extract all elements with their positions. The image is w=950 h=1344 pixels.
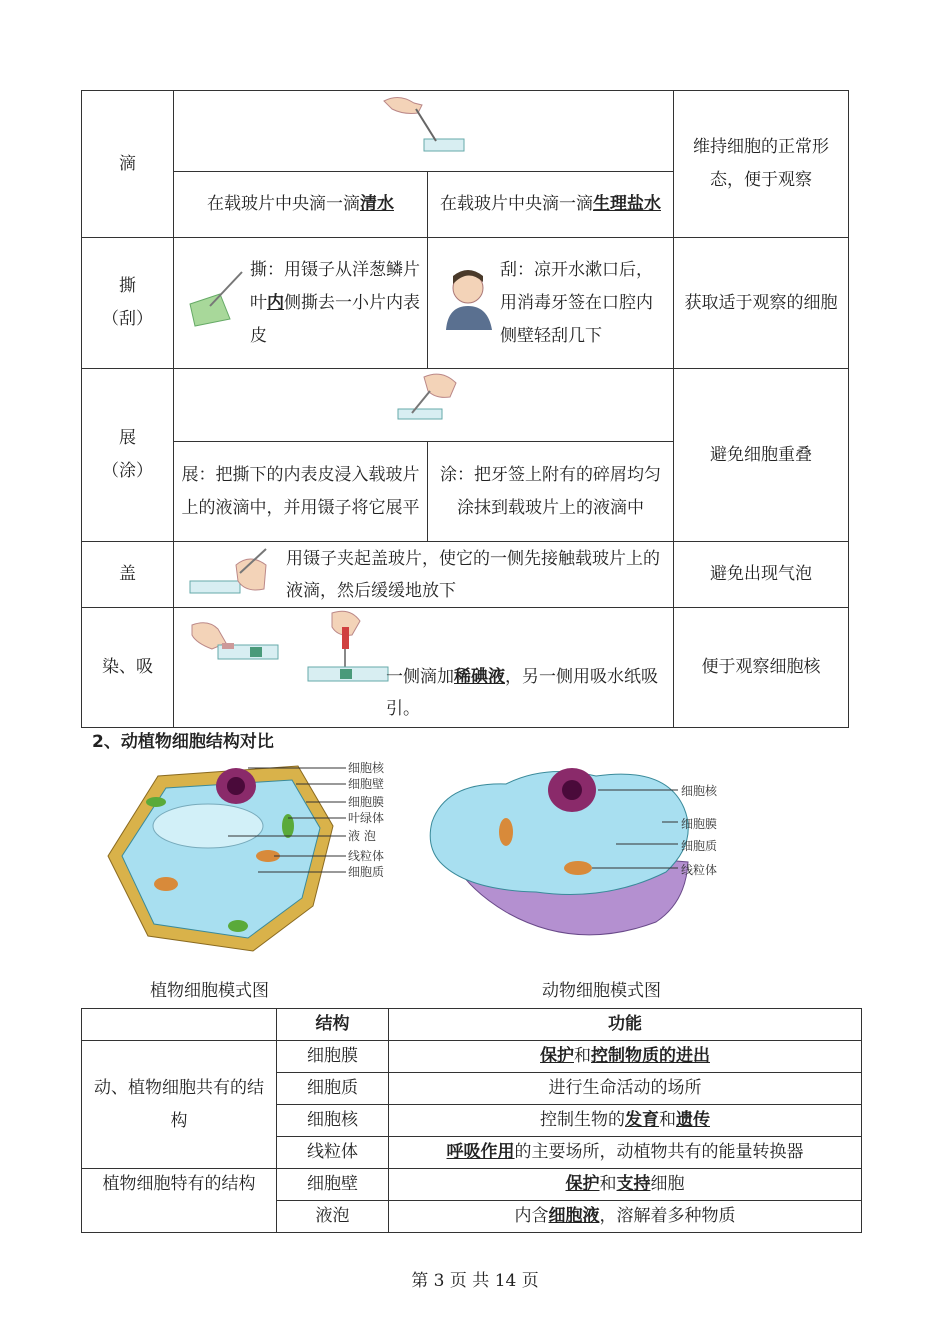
rinse-mouth-icon — [434, 262, 500, 332]
stain-text — [386, 661, 668, 725]
function-text: 进行生命活动的场所 — [548, 1078, 702, 1098]
animal-label-nucleus: 细胞核 — [681, 784, 718, 798]
smear-cheek: 涂：把牙签上附有的碎屑均匀涂抹到载玻片上的液滴中 — [428, 442, 674, 542]
function-keyword: 呼吸作用 — [446, 1142, 515, 1162]
structure-cell: 细胞膜 — [277, 1041, 389, 1073]
tear-onion — [174, 238, 428, 369]
function-keyword: 保护 — [540, 1046, 574, 1066]
function-cell — [389, 1201, 862, 1233]
structure-function-table — [81, 1008, 862, 1233]
function-text: 的主要场所，动植物共有的能量转换器 — [514, 1142, 804, 1162]
header-empty — [82, 1009, 277, 1041]
tear-onion-text2: 侧撕去一小片内表皮 — [250, 292, 420, 346]
toothpick-hand-icon — [384, 369, 464, 429]
scrape-cheek-text: 刮：凉开水漱口后，用消毒牙签在口腔内侧壁轻刮几下 — [500, 259, 653, 346]
plant-label-membrane: 细胞膜 — [348, 795, 385, 809]
tear-onion-key: 内 — [267, 292, 284, 313]
plant-label-mitochondria: 线粒体 — [348, 849, 385, 863]
drop-cheek-key: 生理盐水 — [593, 194, 661, 214]
structure-cell: 液泡 — [277, 1201, 389, 1233]
cover-cell — [174, 542, 674, 608]
purpose-stain: 便于观察细胞核 — [674, 608, 849, 728]
purpose-spread: 避免细胞重叠 — [674, 369, 849, 542]
scrape-cheek — [428, 238, 674, 369]
function-text: 控制生物的 — [540, 1110, 625, 1130]
drop-illustration — [174, 91, 674, 172]
plant-cell-diagram — [88, 756, 398, 966]
drop-onion — [174, 172, 428, 238]
plant-label-wall: 细胞壁 — [348, 777, 385, 791]
forceps-peel-icon — [180, 264, 250, 334]
blotting-paper-icon — [188, 617, 288, 677]
dropper-hand-icon — [374, 91, 474, 159]
drop-onion-key: 清水 — [360, 194, 394, 214]
function-keyword: 发育 — [625, 1110, 659, 1130]
animal-label-membrane: 细胞膜 — [681, 817, 718, 831]
function-text: 细胞 — [650, 1174, 685, 1194]
structure-cell: 线粒体 — [277, 1137, 389, 1169]
header-structure: 结构 — [277, 1009, 389, 1041]
purpose-cover: 避免出现气泡 — [674, 542, 849, 608]
coverslip-hand-icon — [180, 545, 280, 605]
step-tear — [82, 238, 174, 369]
function-cell — [389, 1137, 862, 1169]
stain-cell — [174, 608, 674, 728]
structure-cell: 细胞壁 — [277, 1169, 389, 1201]
stain-text2: ，另一侧用吸水纸吸引。 — [386, 666, 658, 719]
step-spread-alt: （涂） — [102, 461, 153, 481]
function-cell — [389, 1073, 862, 1105]
plant-label-nucleus: 细胞核 — [348, 761, 385, 775]
drop-cheek — [428, 172, 674, 238]
plant-cell-caption: 植物细胞模式图 — [150, 981, 269, 1001]
function-keyword: 保护 — [565, 1174, 600, 1194]
cover-text: 用镊子夹起盖玻片，使它的一侧先接触载玻片上的液滴，然后缓缓地放下 — [286, 548, 660, 601]
structure-cell: 细胞核 — [277, 1105, 389, 1137]
stain-key: 稀碘液 — [454, 666, 505, 687]
structure-cell: 细胞质 — [277, 1073, 389, 1105]
function-text: 和 — [659, 1110, 676, 1130]
group-plant-only: 植物细胞特有的结构 — [82, 1169, 277, 1233]
animal-label-cytoplasm: 细胞质 — [681, 839, 718, 853]
animal-cell-diagram — [426, 762, 746, 952]
function-text: 和 — [599, 1174, 617, 1194]
step-cover: 盖 — [82, 542, 174, 608]
spread-illustration — [174, 369, 674, 442]
step-spread — [82, 369, 174, 542]
function-text: ，溶解着多种物质 — [599, 1206, 736, 1226]
function-cell — [389, 1105, 862, 1137]
plant-label-cytoplasm: 细胞质 — [348, 865, 385, 879]
plant-label-chloroplast: 叶绿体 — [348, 811, 385, 825]
plant-label-vacuole: 液 泡 — [348, 829, 376, 843]
section-title: 2、动植物细胞结构对比 — [92, 732, 274, 752]
step-tear-main: 撕 — [119, 276, 136, 296]
step-tear-alt: （刮） — [102, 309, 153, 329]
group-common: 动、植物细胞共有的结构 — [82, 1041, 277, 1169]
tear-onion-text1: 撕：用镊子从洋葱鳞片叶 — [250, 259, 420, 313]
function-text: 和 — [574, 1046, 591, 1066]
drop-onion-text: 在载玻片中央滴一滴 — [207, 194, 360, 214]
animal-cell-caption: 动物细胞模式图 — [542, 981, 661, 1001]
function-cell — [389, 1169, 862, 1201]
stain-text1: 一侧滴加 — [386, 666, 454, 687]
page-footer: 第 3 页 共 14 页 — [411, 1271, 539, 1291]
function-cell — [389, 1041, 862, 1073]
function-keyword: 控制物质的进出 — [591, 1046, 710, 1066]
procedure-table — [81, 90, 849, 728]
step-spread-main: 展 — [119, 428, 136, 448]
purpose-drop: 维持细胞的正常形态，便于观察 — [674, 91, 849, 238]
step-drop: 滴 — [82, 91, 174, 238]
step-stain: 染、吸 — [82, 608, 174, 728]
function-text: 内含 — [514, 1206, 549, 1226]
purpose-tear: 获取适于观察的细胞 — [674, 238, 849, 369]
iodine-dropper-icon — [302, 609, 392, 689]
function-keyword: 遗传 — [676, 1110, 710, 1130]
drop-cheek-text: 在载玻片中央滴一滴 — [440, 194, 593, 214]
header-function: 功能 — [389, 1009, 862, 1041]
function-keyword: 支持 — [616, 1174, 651, 1194]
spread-onion: 展：把撕下的内表皮浸入载玻片上的液滴中，并用镊子将它展平 — [174, 442, 428, 542]
animal-label-mitochondria: 线粒体 — [681, 863, 718, 877]
function-keyword: 细胞液 — [548, 1206, 600, 1226]
